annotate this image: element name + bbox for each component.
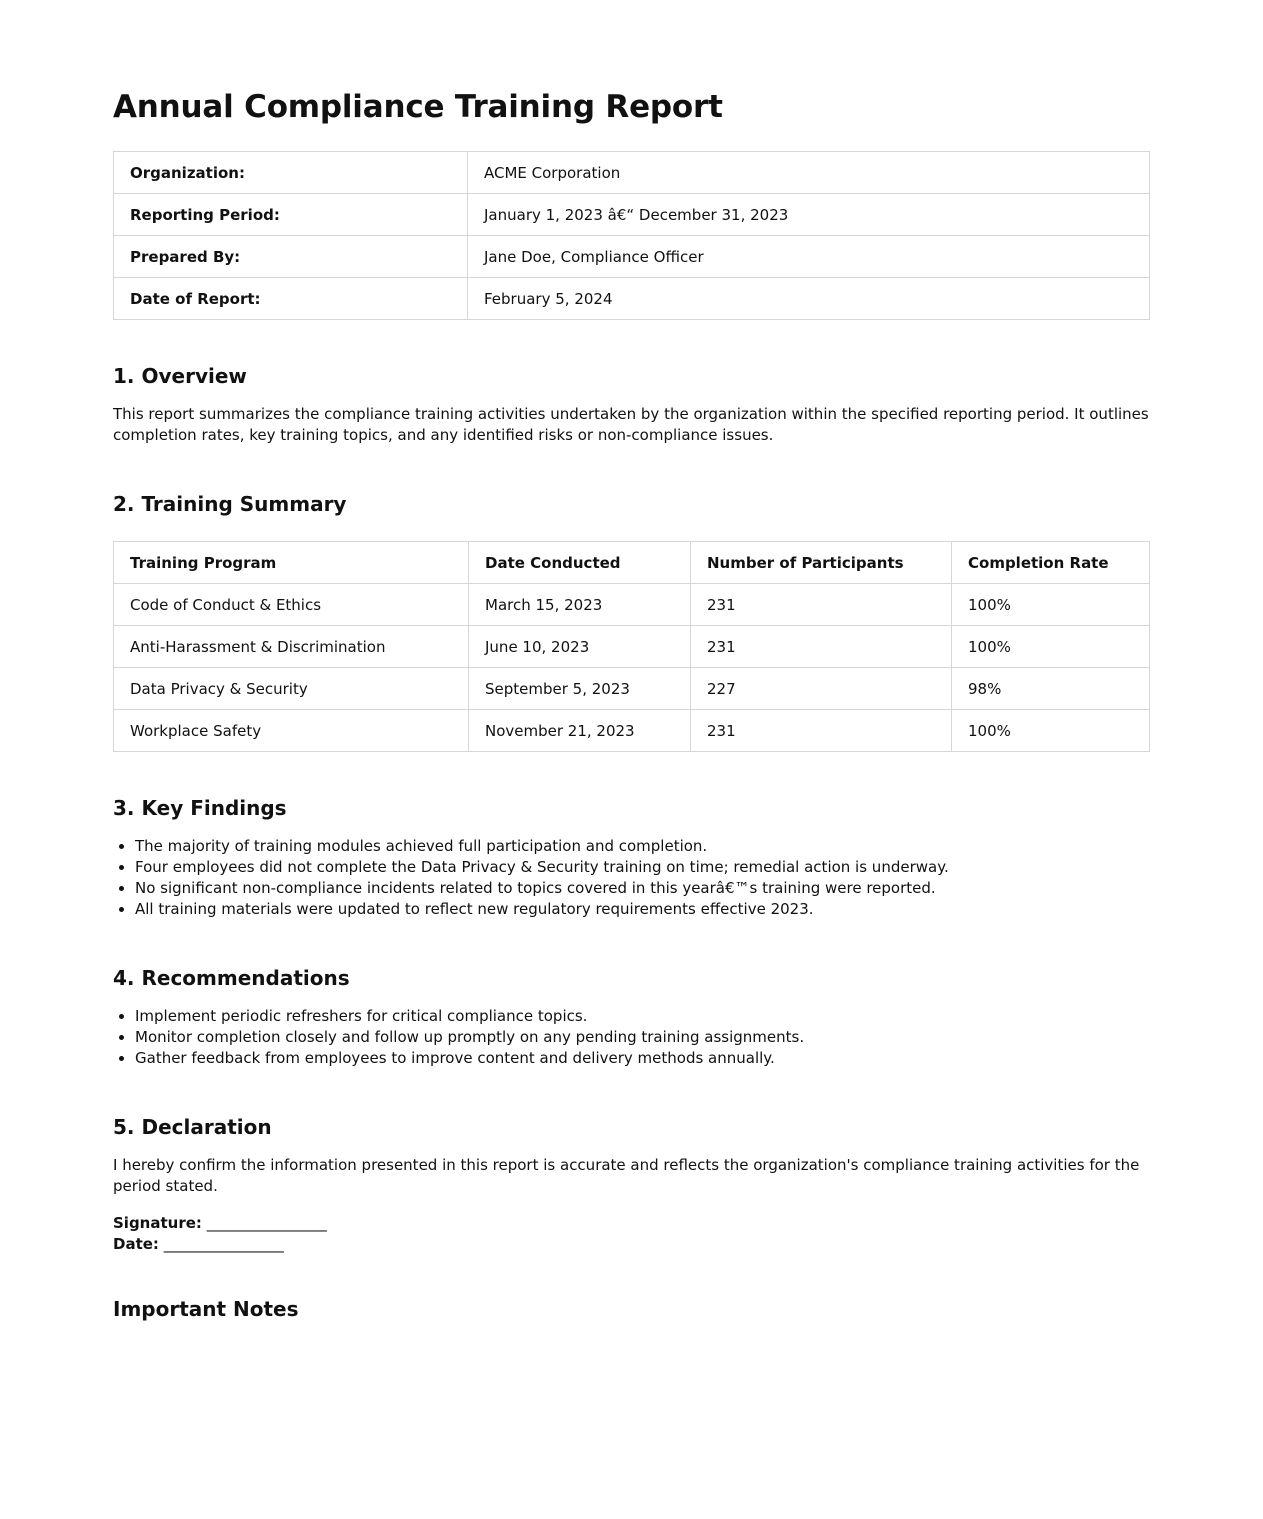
declaration-heading: 5. Declaration [113,1115,272,1139]
signature-blank: ________________ [206,1214,327,1232]
notes-section-clipped [113,1295,1150,1321]
training-summary-table [113,541,1150,752]
key-findings-heading: 3. Key Findings [113,796,287,820]
column-header-date: Date Conducted [469,542,691,584]
signature-line [113,1213,1150,1234]
report-page [113,84,1150,1321]
date-line [113,1234,1150,1255]
meta-row-prepared-by [114,236,1150,278]
recommendations-section [113,964,1150,1069]
signature-label: Signature: [113,1214,202,1232]
program-cell: Anti-Harassment & Discrimination [114,626,469,668]
training-summary-heading: 2. Training Summary [113,492,347,516]
overview-section [113,362,1150,446]
completion-cell: 100% [952,710,1150,752]
notes-heading: Important Notes [113,1297,299,1321]
meta-label: Date of Report: [114,278,468,320]
date-cell: June 10, 2023 [469,626,691,668]
overview-text: This report summarizes the compliance training activities undertaken by the organization within the specified reporting period. It outlines completion rates, key training topics, and any identified risks or non-compliance issues. [113,405,1149,444]
list-item: • All training materials were updated to reflect new regulatory requirements effective 2023. [135,899,1150,920]
meta-label: Prepared By: [114,236,468,278]
list-item: • Four employees did not complete the Data Privacy & Security training on time; remedial action is underway. [135,857,1150,878]
completion-cell: 98% [952,668,1150,710]
list-item: • Gather feedback from employees to improve content and delivery methods annually. [135,1048,1150,1069]
list-item: • Monitor completion closely and follow up promptly on any pending training assignments. [135,1027,1150,1048]
column-header-program: Training Program [114,542,469,584]
completion-cell: 100% [952,584,1150,626]
meta-row-reporting-period [114,194,1150,236]
completion-cell: 100% [952,626,1150,668]
meta-label: Organization: [114,152,468,194]
meta-value: February 5, 2024 [468,278,1150,320]
page-title: Annual Compliance Training Report [113,89,723,125]
meta-label: Reporting Period: [114,194,468,236]
overview-heading: 1. Overview [113,364,247,388]
date-cell: November 21, 2023 [469,710,691,752]
signature-block [113,1213,1150,1255]
date-cell: March 15, 2023 [469,584,691,626]
participants-cell: 227 [691,668,952,710]
program-cell: Workplace Safety [114,710,469,752]
meta-row-date-of-report [114,278,1150,320]
list-item: • The majority of training modules achieved full participation and completion. [135,836,1150,857]
table-row [114,626,1150,668]
recommendations-heading: 4. Recommendations [113,966,350,990]
participants-cell: 231 [691,584,952,626]
table-row [114,584,1150,626]
declaration-section [113,1113,1150,1255]
date-cell: September 5, 2023 [469,668,691,710]
program-cell: Data Privacy & Security [114,668,469,710]
participants-cell: 231 [691,710,952,752]
table-header-row [114,542,1150,584]
program-cell: Code of Conduct & Ethics [114,584,469,626]
column-header-completion: Completion Rate [952,542,1150,584]
list-item: • Implement periodic refreshers for critical compliance topics. [135,1006,1150,1027]
key-findings-list [113,836,1150,920]
date-blank: ________________ [163,1235,284,1253]
meta-value: ACME Corporation [468,152,1150,194]
date-label: Date: [113,1235,159,1253]
training-summary-section [113,490,1150,752]
meta-value: January 1, 2023 â€“ December 31, 2023 [468,194,1150,236]
declaration-text: I hereby confirm the information presented in this report is accurate and reflects the organization's compliance training activities for the period stated. [113,1156,1140,1195]
report-meta-table [113,151,1150,320]
meta-value: Jane Doe, Compliance Officer [468,236,1150,278]
participants-cell: 231 [691,626,952,668]
table-row [114,710,1150,752]
meta-row-organization [114,152,1150,194]
key-findings-section [113,794,1150,920]
list-item: • No significant non-compliance incidents related to topics covered in this yearâ€™s training were reported. [135,878,1150,899]
table-row [114,668,1150,710]
recommendations-list [113,1006,1150,1069]
column-header-participants: Number of Participants [691,542,952,584]
